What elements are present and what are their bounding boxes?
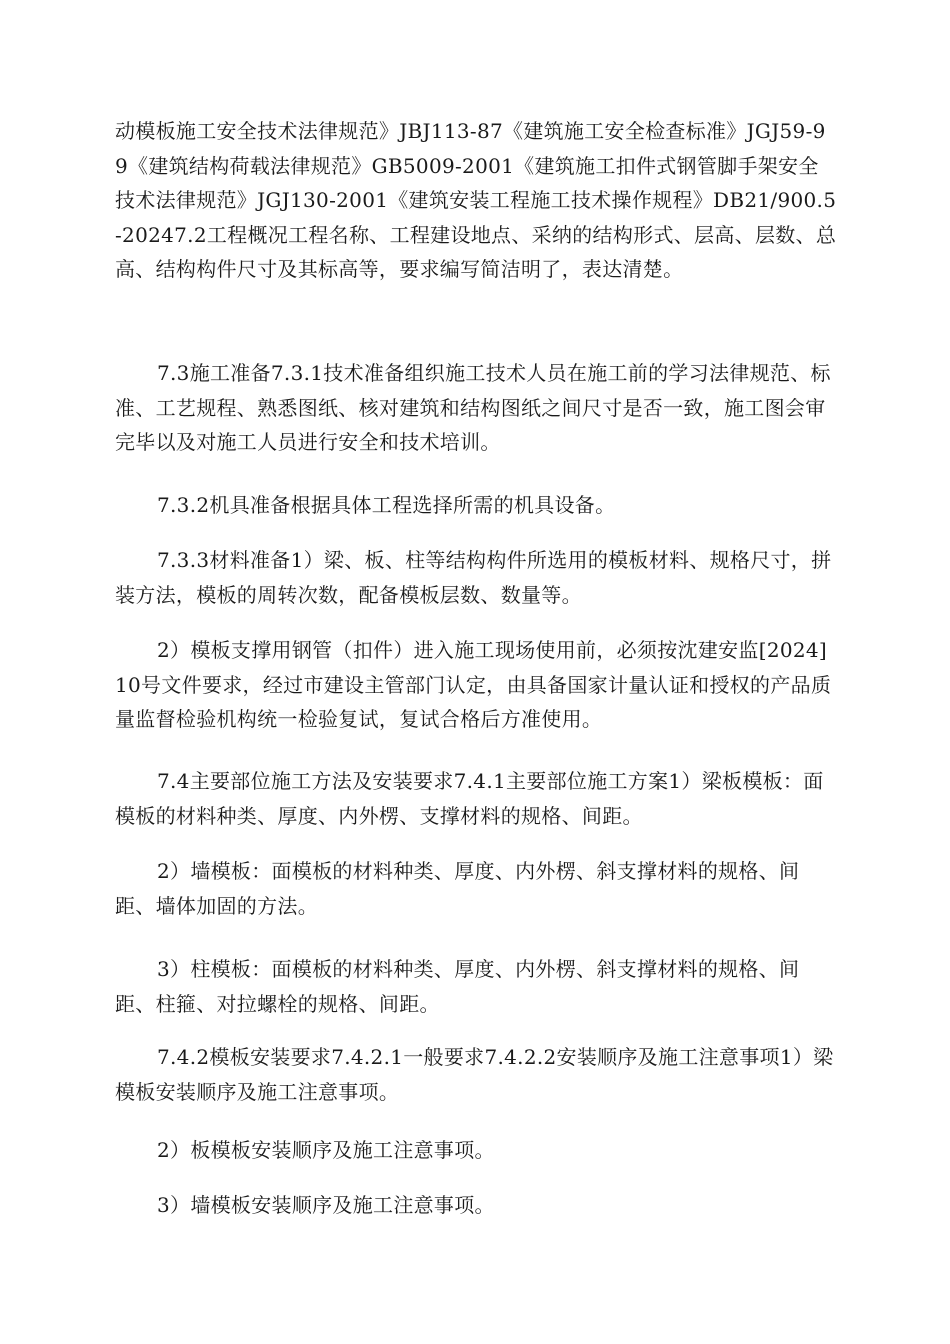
paragraph-wall-formwork-sequence: 3）墙模板安装顺序及施工注意事项。 [157,1193,495,1217]
paragraph-steel-pipe-inspection: 2）模板支撑用钢管（扣件）进入施工现场使用前，必须按沈建安监[2024]10号文件要求，经过市建设主管部门认定，由具备国家计量认证和授权的产品质量监督检验机构统一检验复试，复试合格后方准使用。 [115,638,832,731]
paragraph-main-construction-methods: 7.4主要部位施工方法及安装要求7.4.1主要部位施工方案1）梁板模板：面模板的材料种类、厚度、内外楞、支撑材料的规格、间距。 [115,769,824,828]
paragraph-equipment-preparation: 7.3.2机具准备根据具体工程选择所需的机具设备。 [157,493,616,517]
paragraph-material-preparation: 7.3.3材料准备1）梁、板、柱等结构构件所选用的模板材料、规格尺寸，拼装方法，模板的周转次数，配备模板层数、数量等。 [115,548,832,607]
paragraph-construction-preparation: 7.3施工准备7.3.1技术准备组织施工技术人员在施工前的学习法律规范、标准、工艺规程、熟悉图纸、核对建筑和结构图纸之间尺寸是否一致，施工图会审完毕以及对施工人员进行安全和技术培训。 [115,361,831,454]
paragraph-formwork-installation: 7.4.2模板安装要求7.4.2.1一般要求7.4.2.2安装顺序及施工注意事项1）梁模板安装顺序及施工注意事项。 [115,1045,834,1104]
paragraph-continuation: 动模板施工安全技术法律规范》JBJ113-87《建筑施工安全检查标准》JGJ59-99《建筑结构荷载法律规范》GB5009-2001《建筑施工扣件式钢管脚手架安全技术法律规范》JGJ130-2001《建筑安装工程施工技术操作规程》DB21/900.5-20247.2工程概况工程名称、工程建设地点、采纳的结构形式、层高、层数、总高、结构构件尺寸及其标高等，要求编写简洁明了，表达清楚。 [115,119,837,281]
paragraph-wall-formwork: 2）墙模板：面模板的材料种类、厚度、内外楞、斜支撑材料的规格、间距、墙体加固的方法。 [115,859,800,918]
paragraph-column-formwork: 3）柱模板：面模板的材料种类、厚度、内外楞、斜支撑材料的规格、间距、柱箍、对拉螺栓的规格、间距。 [115,957,800,1016]
paragraph-slab-formwork-sequence: 2）板模板安装顺序及施工注意事项。 [157,1138,495,1162]
